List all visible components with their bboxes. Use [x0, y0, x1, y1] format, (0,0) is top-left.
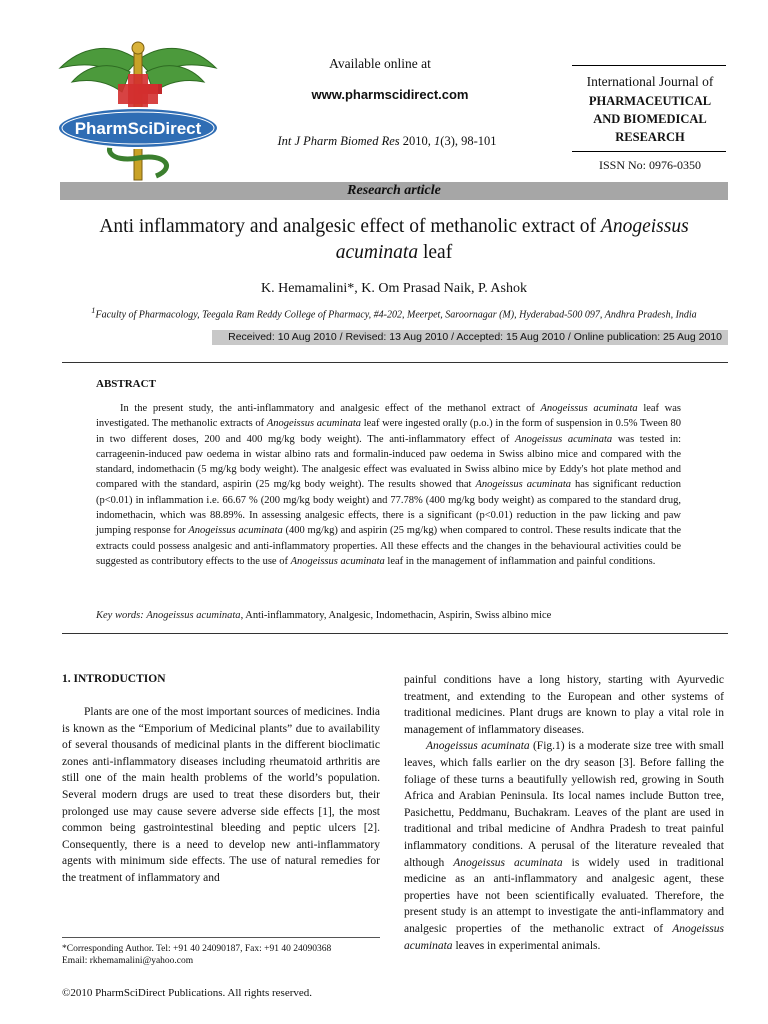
keywords-species: Anogeissus acuminata: [146, 610, 241, 621]
title-text: Anti inflammatory and analgesic effect of methanolic extract of: [99, 216, 597, 237]
citation-volume: 1: [434, 134, 441, 148]
publication-dates: Received: 10 Aug 2010 / Revised: 13 Aug 2010 / Accepted: 15 Aug 2010 / Online publication: 25 Aug 2010: [212, 330, 728, 345]
species-name: Anogeissus acuminata: [540, 403, 638, 414]
abstract-seg: (400 mg/kg) and aspirin (25 mg/kg) when compared to control. These results indicate that the extracts could possess analgesic and anti-inflammatory properties. All these effects and the changes in the behavioural activities could be suggested as contributory effects to the use of: [96, 525, 681, 567]
species-name: Anogeissus acuminata: [453, 856, 563, 869]
abstract-seg: leaf in the management of inflammation and painful conditions.: [384, 555, 656, 567]
species-name: Anogeissus acuminata: [290, 555, 385, 567]
species-name: Anogeissus acuminata: [266, 418, 362, 430]
journal-url-link[interactable]: www.pharmscidirect.com: [311, 87, 469, 102]
left-column: [62, 704, 380, 887]
citation-year: 2010,: [402, 134, 431, 148]
corresponding-author: *Corresponding Author. Tel: +91 40 24090187, Fax: +91 40 24090368: [62, 944, 332, 954]
available-online-label: Available online at: [329, 56, 431, 71]
journal-line4: RESEARCH: [615, 130, 685, 144]
abstract-seg: has significant reduction (p<0.01) in inflammation i.e. 66.67 % (200 mg/kg body weight) and 77.78% (400 mg/kg body weight) as compared to the standard drug, indomethacin, which was 88.89%. In assessing analgesic effects, there is a significant (p<0.01) reduction in the paw licking and paw jumping response for: [96, 479, 681, 537]
article-type: Research article: [347, 183, 441, 198]
abstract-seg: leaf was investigated. The methanolic extracts of: [96, 403, 682, 430]
paragraph-seg: leaves in experimental animals.: [452, 939, 601, 952]
journal-line2: PHARMACEUTICAL: [588, 94, 712, 108]
affiliation: [62, 306, 726, 320]
species-name: Anogeissus acuminata: [404, 922, 724, 952]
citation-issue-pages: (3), 98-101: [440, 134, 497, 148]
keywords-label: Key words:: [96, 610, 144, 621]
keywords-list: , Anti-inflammatory, Analgesic, Indomethacin, Aspirin, Swiss albino mice: [240, 610, 552, 621]
abstract-text: [96, 401, 681, 569]
abstract-heading: ABSTRACT: [96, 378, 156, 390]
affiliation-text: Faculty of Pharmacology, Teegala Ram Reddy College of Pharmacy, #4-202, Meerpet, Saroornagar (M), Hyderabad-500 097, Andhra Pradesh, India: [95, 309, 697, 321]
intro-paragraph-cont: painful conditions have a long history, starting with Ayurvedic treatment, and extending to the European and other systems of traditional medicines. Plant drugs are known to play a vital role in management of inflammatory diseases.: [404, 674, 724, 736]
article-type-bar: [60, 182, 728, 200]
article-title: [62, 214, 726, 266]
abstract-seg: In the present study, the anti-inflammatory and analgesic effect of the methanol extract of: [120, 403, 541, 414]
author-email[interactable]: Email: rkhemamalini@yahoo.com: [62, 956, 194, 966]
right-column: [404, 672, 724, 954]
species-name: Anogeissus acuminata: [475, 479, 572, 491]
intro-paragraph-2: [404, 738, 724, 954]
paragraph-seg: is widely used in traditional medicine as an anti-inflammatory and analgesic agent, these properties have not been scientifically evaluated. Therefore, the present study is an attempt to investigate the anti-inflammatory and analgesic properties of the methanolic extract of: [404, 856, 724, 935]
issn: ISSN No: 0976-0350: [598, 158, 701, 172]
footnote-rule: [62, 937, 380, 938]
species-name: Anogeissus acuminata: [188, 525, 283, 537]
journal-line3: AND BIOMEDICAL: [593, 112, 707, 126]
logo-text: PharmSciDirect: [74, 119, 202, 138]
citation-journal: Int J Pharm Biomed Res: [277, 134, 400, 148]
species-name: Anogeissus acuminata: [426, 740, 530, 753]
title-end: leaf: [422, 242, 453, 263]
authors: K. Hemamalini*, K. Om Prasad Naik, P. Ashok: [261, 281, 527, 296]
title-species: Anogeissus acuminata: [335, 216, 689, 263]
journal-rule-top: [572, 65, 726, 66]
section-heading: 1. INTRODUCTION: [62, 673, 166, 685]
abstract-seg: leaf were ingested orally (p.o.) in the form of suspension in 0.5% Tween 80 in two different doses, 200 and 400 mg/kg body weight). The anti-inflammatory effect of: [96, 418, 681, 445]
paragraph-seg: (Fig.1) is a moderate size tree with small leaves, which falls earlier on the dry season [3]. Before falling the foliage of these turns a beautifully yellowish red, growing in South Africa and Arabian Peninsula. Its local names include Button tree, Pasichettu, Peddmanu, Buchakram. Leaves of the plant are used in traditional and tribal medicine of Andhra Pradesh to treat painful inflammatory conditions. A perusal of the literature revealed that although: [404, 740, 724, 869]
citation: [262, 134, 512, 149]
journal-line1: International Journal of: [586, 74, 714, 89]
abstract-seg: was tested in: carrageenin-induced paw oedema in wistar albino rats and formalin-induced paw oedema in Swiss albino mice and compared with the standard, indomethacin (5 mg/kg body weight). The analgesic effect was evaluated in Swiss albino mice by Eddy's hot plate method and compared with the standard, aspirin (25 mg/kg body weight). The results showed that: [96, 433, 682, 491]
intro-paragraph-1: Plants are one of the most important sources of medicines. India is known as the “Emporium of Medicinal plants” due to availability of several thousands of medicinal plants in the different bioclimatic zones anti-inflammatory diseases including rheumatoid arthritis are still one of the main health problems of the world’s population. Several modern drugs are used to treat these disorders but, their prolonged use may cause severe adverse side effects [1], the most common being gastrointestinal bleeding and peptic ulcers [2]. Consequently, there is a need to develop new anti-inflammatory agents with minimum side effects. The use of natural remedies for the treatment of inflammatory and: [62, 706, 380, 884]
species-name: Anogeissus acuminata: [514, 433, 613, 445]
footnote: [62, 943, 380, 967]
journal-name: [572, 74, 728, 146]
copyright: ©2010 PharmSciDirect Publications. All rights reserved.: [62, 987, 313, 999]
affiliation-sup: 1: [91, 306, 96, 315]
journal-rule-bottom: [572, 151, 726, 152]
journal-logo: [50, 38, 225, 188]
keywords: [96, 610, 696, 621]
